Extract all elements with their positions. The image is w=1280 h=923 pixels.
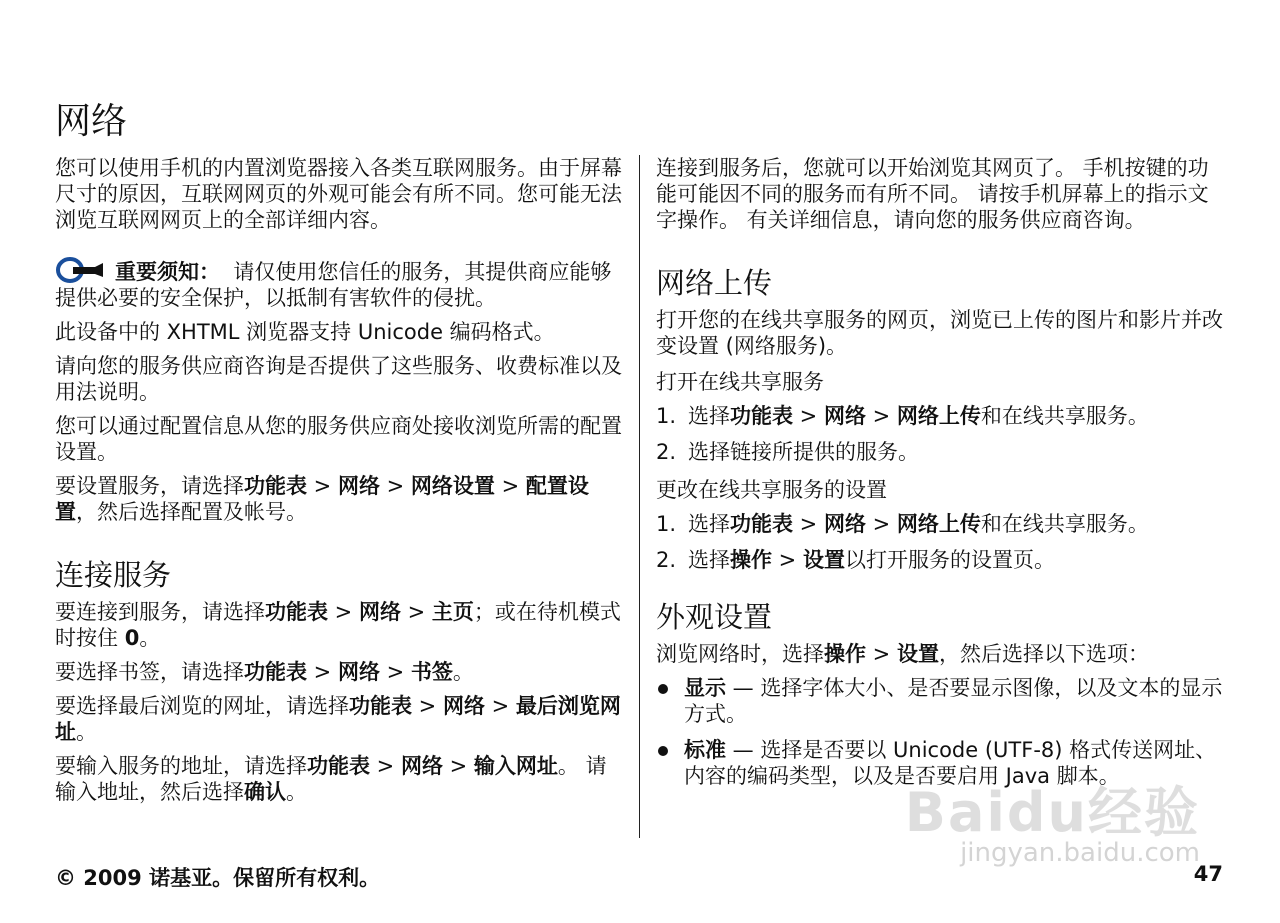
menu-path-item: 功能表 bbox=[307, 754, 370, 778]
open-share-steps bbox=[656, 403, 1226, 465]
path-separator: > bbox=[793, 404, 824, 428]
text-run: 要设置服务，请选择 bbox=[55, 474, 244, 498]
text-run: 浏览网络时，选择 bbox=[656, 642, 824, 666]
path-separator: > bbox=[400, 600, 432, 624]
text-run: 。 请输入地址，然后选择 bbox=[55, 754, 607, 804]
menu-path-item: 网络 bbox=[358, 600, 401, 624]
option-description: — 选择字体大小、是否要显示图像，以及文本的显示方式。 bbox=[684, 676, 1223, 726]
menu-path-item: 功能表 bbox=[730, 404, 793, 428]
menu-path-item: 功能表 bbox=[730, 512, 793, 536]
path-separator: > bbox=[442, 754, 474, 778]
path-separator: > bbox=[370, 754, 401, 778]
browse-paragraph: 连接到服务后，您就可以开始浏览其网页了。 手机按键的功能可能因不同的服务而有所不同。 请按手机屏幕上的指示文字操作。 有关详细信息，请向您的服务供应商咨询。 bbox=[656, 156, 1209, 232]
key-label: 0 bbox=[124, 626, 140, 650]
path-separator: > bbox=[484, 694, 516, 718]
bullet-icon bbox=[658, 746, 668, 756]
connect-bookmark-paragraph bbox=[55, 659, 623, 685]
watermark-url: jingyan.baidu.com bbox=[960, 838, 1200, 868]
step-number: 2. bbox=[656, 548, 677, 572]
menu-path-item: 网络 bbox=[337, 474, 380, 498]
text-run: 以打开服务的设置页。 bbox=[844, 548, 1055, 572]
config-paragraph: 您可以通过配置信息从您的服务供应商处接收浏览所需的配置设置。 bbox=[55, 414, 622, 464]
menu-path-item: 操作 bbox=[730, 548, 772, 572]
info-hand-icon bbox=[55, 255, 111, 285]
text-run: 。 bbox=[139, 626, 161, 650]
menu-path-item: 网络 bbox=[823, 404, 866, 428]
menu-path-item: 网络 bbox=[337, 660, 380, 684]
list-item bbox=[656, 675, 1226, 727]
step-number: 2. bbox=[656, 440, 677, 464]
menu-path-item: 主页 bbox=[431, 600, 474, 624]
path-separator: > bbox=[772, 548, 803, 572]
menu-path-item: 设置 bbox=[896, 642, 939, 666]
menu-path-item: 配置设置 bbox=[55, 474, 589, 524]
connect-last-url-paragraph bbox=[55, 693, 623, 745]
menu-path-item: 确认 bbox=[244, 780, 286, 804]
option-name: 显示 bbox=[684, 676, 726, 700]
path-separator: > bbox=[307, 660, 338, 684]
watermark-brand: Baidu经验 bbox=[904, 781, 1200, 844]
text-run: 要选择最后浏览的网址，请选择 bbox=[55, 694, 349, 718]
text-run: 。 bbox=[286, 780, 307, 804]
list-item bbox=[656, 403, 1226, 429]
path-separator: > bbox=[412, 694, 443, 718]
menu-path-item: 网络 bbox=[442, 694, 485, 718]
connect-home-paragraph bbox=[55, 599, 623, 651]
bullet-icon bbox=[658, 684, 668, 694]
text-run: ，然后选择配置及帐号。 bbox=[76, 500, 307, 524]
page-title: 网络 bbox=[55, 101, 128, 142]
change-share-steps bbox=[656, 511, 1226, 573]
menu-path-item: 功能表 bbox=[244, 660, 307, 684]
xhtml-paragraph: 此设备中的 XHTML 浏览器支持 Unicode 编码格式。 bbox=[55, 320, 555, 344]
setup-paragraph bbox=[55, 473, 623, 525]
text-run: 要输入服务的地址，请选择 bbox=[55, 754, 307, 778]
path-separator: > bbox=[494, 474, 526, 498]
important-note bbox=[55, 255, 623, 311]
menu-path-item: 设置 bbox=[802, 548, 845, 572]
step-number: 1. bbox=[656, 512, 677, 536]
menu-path-item: 网络 bbox=[400, 754, 443, 778]
ask-paragraph: 请向您的服务供应商咨询是否提供了这些服务、收费标准以及用法说明。 bbox=[55, 354, 622, 404]
footer-copyright: © 2009 诺基亚。保留所有权利。 bbox=[55, 866, 381, 890]
column-divider bbox=[639, 155, 640, 838]
text-run: 选择 bbox=[688, 404, 730, 428]
menu-path-item: 最后浏览网址 bbox=[55, 694, 621, 744]
open-share-heading: 打开在线共享服务 bbox=[656, 370, 824, 394]
path-separator: > bbox=[307, 474, 338, 498]
path-separator: > bbox=[866, 642, 897, 666]
menu-path-item: 输入网址 bbox=[473, 754, 558, 778]
menu-path-item: 网络设置 bbox=[410, 474, 495, 498]
upload-intro: 打开您的在线共享服务的网页，浏览已上传的图片和影片并改变设置 (网络服务)。 bbox=[656, 308, 1223, 358]
change-share-heading: 更改在线共享服务的设置 bbox=[656, 478, 887, 502]
note-text: 请仅使用您信任的服务，其提供商应能够提供必要的安全保护，以抵制有害软件的侵扰。 bbox=[55, 260, 612, 310]
appearance-heading: 外观设置 bbox=[656, 600, 773, 634]
right-column bbox=[656, 155, 1226, 799]
path-separator: > bbox=[379, 660, 411, 684]
connect-heading: 连接服务 bbox=[55, 558, 172, 592]
list-item bbox=[656, 439, 1226, 465]
text-run: ；或在待机模式时按住 bbox=[55, 600, 621, 650]
menu-path-item: 网络 bbox=[823, 512, 866, 536]
option-description: — 选择是否要以 Unicode (UTF-8) 格式传送网址、内容的编码类型，以及是否要启用 Java 脚本。 bbox=[684, 738, 1217, 788]
upload-heading: 网络上传 bbox=[656, 266, 773, 300]
menu-path-item: 功能表 bbox=[265, 600, 328, 624]
list-item bbox=[656, 511, 1226, 537]
text-run: 。 bbox=[452, 660, 474, 684]
page-number: 47 bbox=[1193, 862, 1223, 886]
path-separator: > bbox=[865, 404, 897, 428]
appearance-options bbox=[656, 675, 1226, 789]
text-run: ，然后选择以下选项： bbox=[938, 642, 1149, 666]
menu-path-item: 操作 bbox=[824, 642, 866, 666]
path-separator: > bbox=[328, 600, 359, 624]
list-item bbox=[656, 547, 1226, 573]
text-run: 选择 bbox=[688, 512, 730, 536]
menu-path-item: 网络上传 bbox=[896, 404, 981, 428]
path-separator: > bbox=[793, 512, 824, 536]
menu-path-item: 功能表 bbox=[244, 474, 307, 498]
text-run: 和在线共享服务。 bbox=[980, 404, 1149, 428]
text-run: 选择链接所提供的服务。 bbox=[688, 440, 919, 464]
menu-path-item: 功能表 bbox=[349, 694, 412, 718]
menu-path-item: 网络上传 bbox=[896, 512, 981, 536]
left-column bbox=[55, 155, 623, 813]
menu-path-item: 书签 bbox=[410, 660, 453, 684]
text-run: 要连接到服务，请选择 bbox=[55, 600, 265, 624]
list-item bbox=[656, 737, 1226, 789]
connect-enter-address-paragraph bbox=[55, 753, 623, 805]
text-run: 和在线共享服务。 bbox=[980, 512, 1149, 536]
text-run: 要选择书签，请选择 bbox=[55, 660, 244, 684]
intro-paragraph: 您可以使用手机的内置浏览器接入各类互联网服务。由于屏幕尺寸的原因，互联网网页的外观可能会有所不同。您可能无法浏览互联网网页上的全部详细内容。 bbox=[55, 156, 622, 232]
note-label: 重要须知： bbox=[115, 260, 220, 284]
text-run: 选择 bbox=[688, 548, 730, 572]
path-separator: > bbox=[379, 474, 411, 498]
option-name: 标准 bbox=[684, 738, 726, 762]
appearance-intro bbox=[656, 641, 1226, 667]
text-run: 。 bbox=[76, 720, 97, 744]
path-separator: > bbox=[865, 512, 897, 536]
step-number: 1. bbox=[656, 404, 677, 428]
